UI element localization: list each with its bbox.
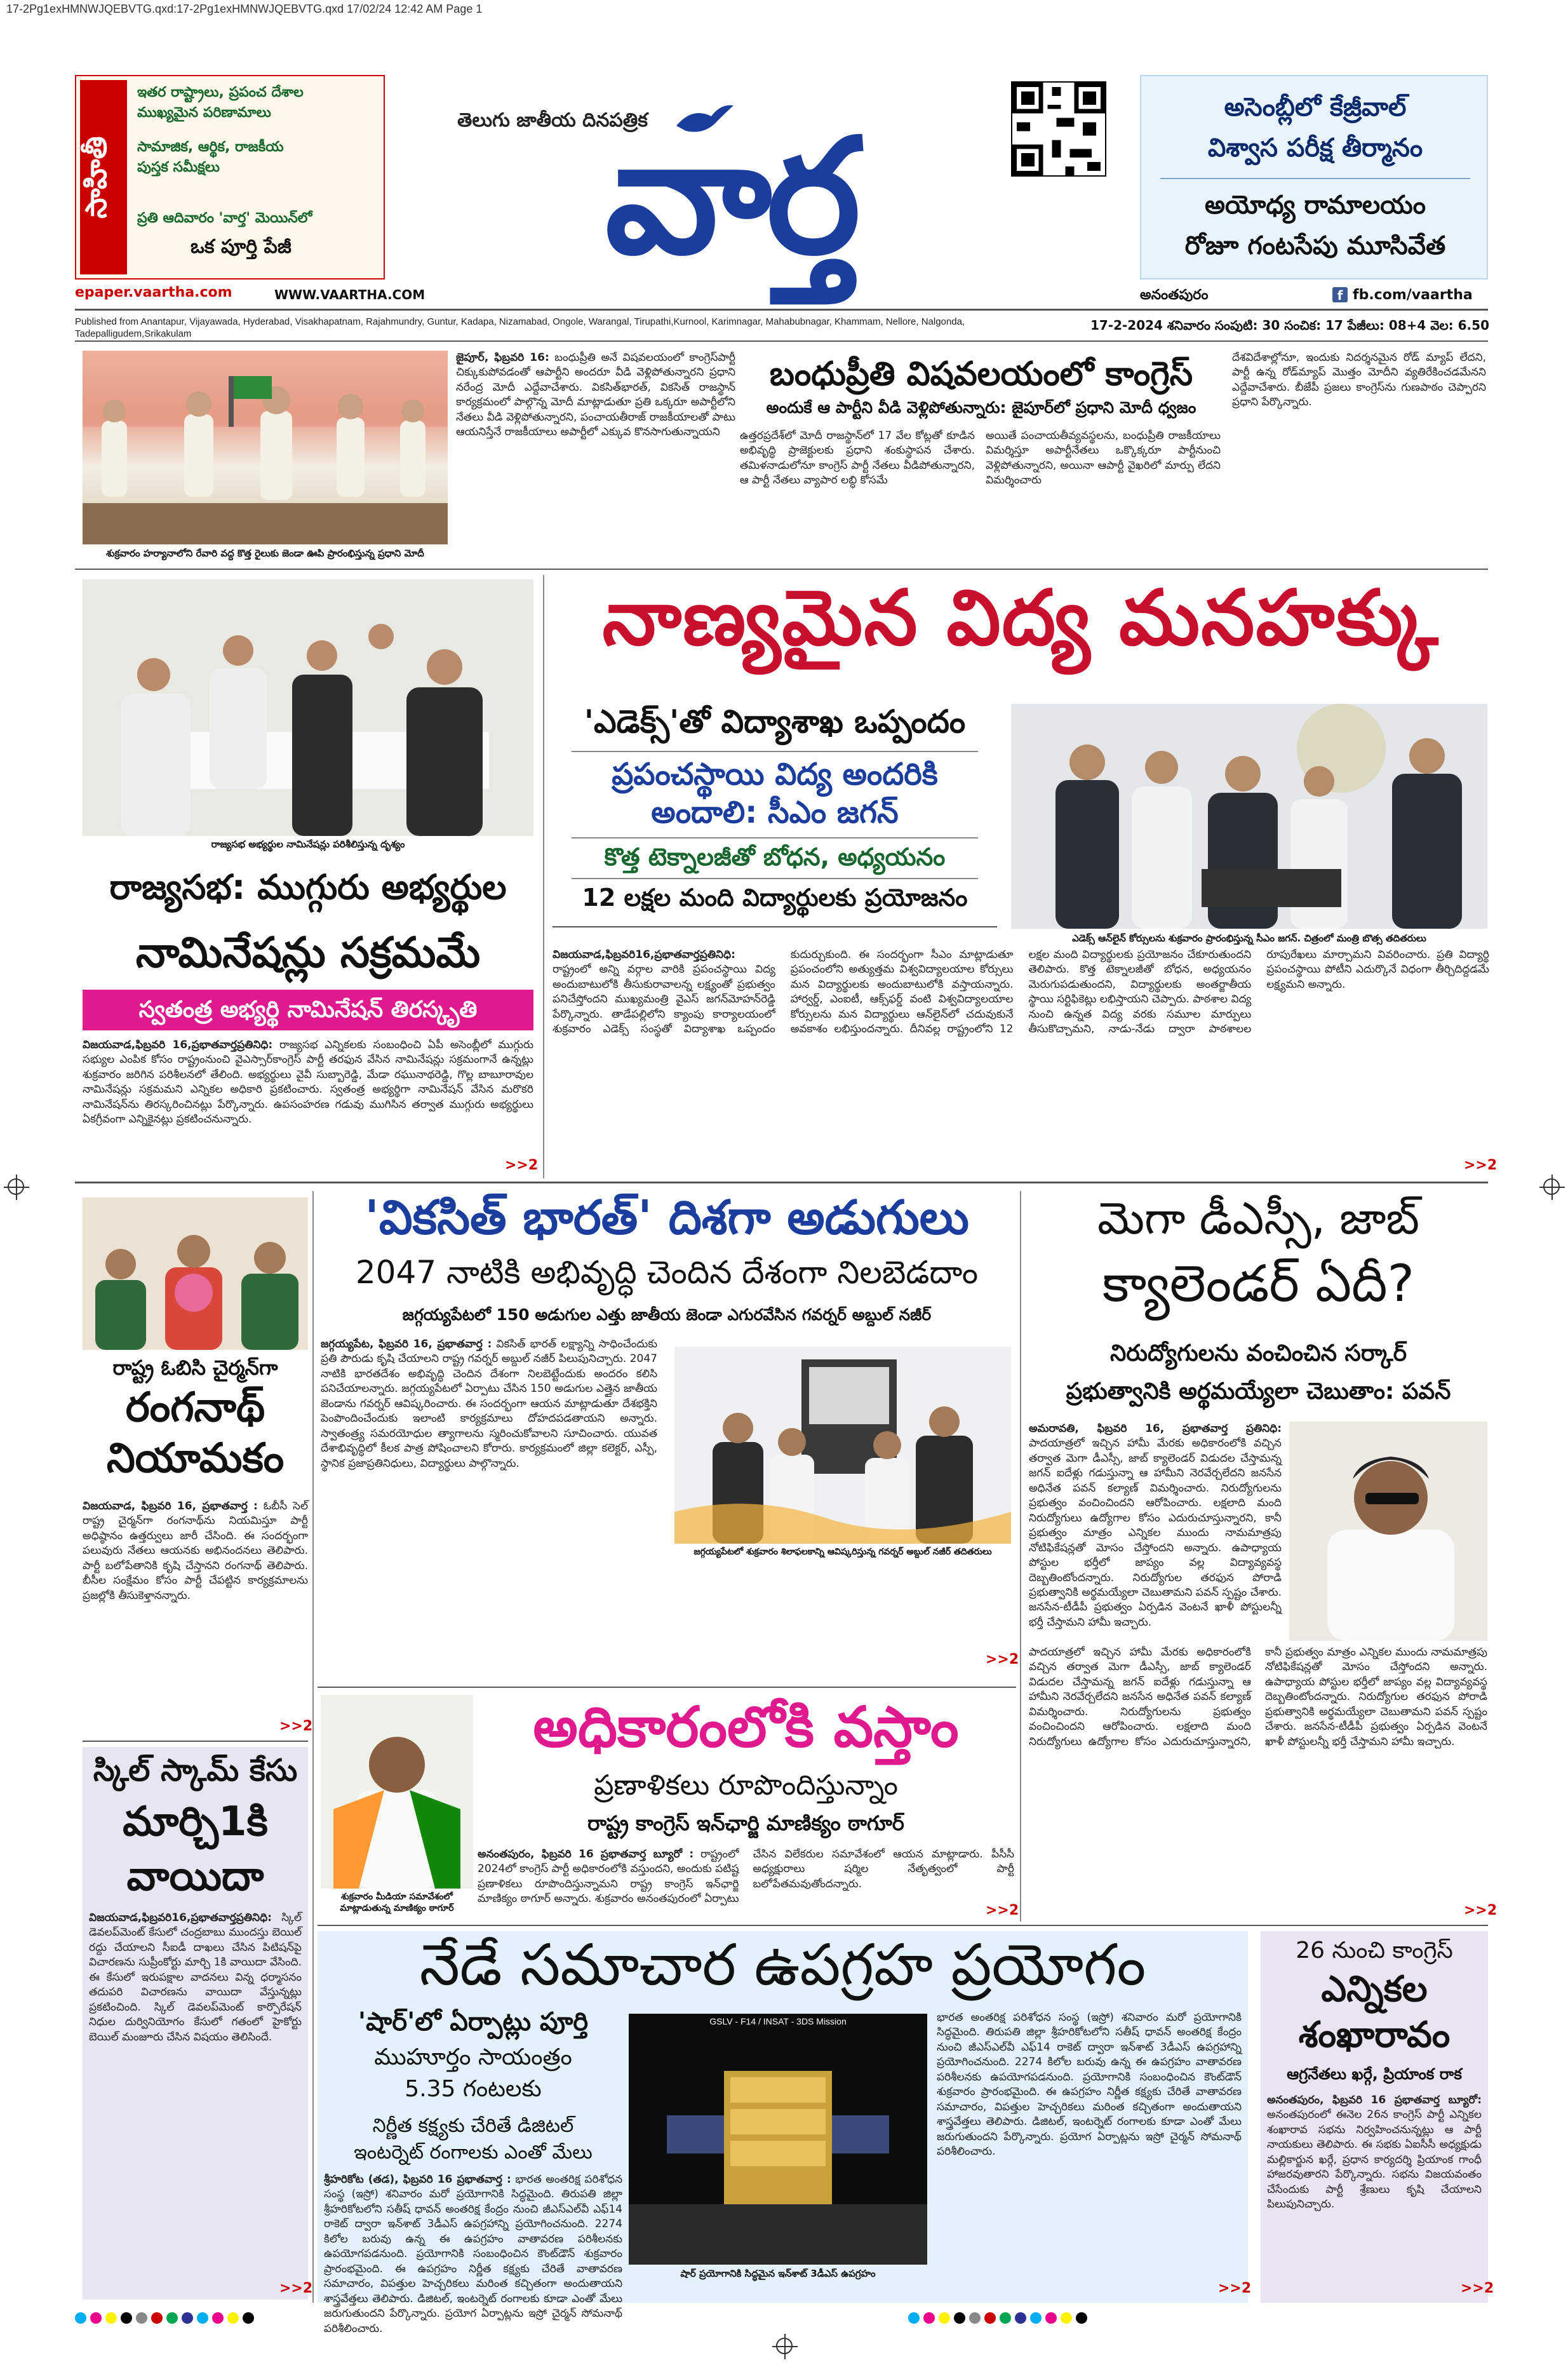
rally-continued[interactable]: >>2: [1461, 2281, 1494, 2296]
modi-col-4: దేశవిదేశాల్లోనూ, ఇందుకు నిదర్శనమైన రోడ్ మ్యాప్ లేదని, పార్టీ ఉన్న రోడ్‌మ్యాప్ మొత్తం మోదీని వ్యతిరేకించడమేనని ఎద్దేవాచేశారు. బీజేపీ ప్రజలు కాంగ్రెస్‌ను గుణపాఠం చెప్పారని ప్రధాని పేర్కొన్నారు.: [1232, 351, 1486, 409]
edition-date: 17-2-2024 శనివారం సంపుటి: 30 సంచిక: 17 పేజీలు: 08+4 వెల: 6.50: [1090, 318, 1489, 333]
color-bar-left: [75, 2312, 647, 2328]
rajyasabha-photo: [83, 579, 533, 836]
lead-dateline: విజయవాడ,ఫిబ్రవరి16,ప్రభాతవార్తప్రతినిధి:: [553, 948, 735, 961]
rally-body: [1267, 2093, 1482, 2296]
dsc-sub-2: ప్రభుత్వానికి అర్థమయ్యేలా చెబుతాం: పవన్: [1066, 1378, 1451, 1405]
power-body-text: రాష్ట్రంలో 2024లో కాంగ్రెస్ పార్టీ అధికారంలోకి వస్తుందని, అందుకు పటిష్ట ప్రణాళికలు రూపొందిస్తున్నామని రాష్ట్ర కాంగ్రెస్ ఇన్‌ఛార్జి మాణిక్యం ఠాగూర్ అన్నారు. శుక్రవారం అనంతపురంలో ఏర్పాటు చేసిన విలేకరుల సమావేశంలో ఆయన మాట్లాడారు. పీసీసీ అధ్యక్షురాలు షర్మిల నేతృత్వంలో పార్టీ బలోపేతమవుతోందన్నారు.: [478, 1848, 1014, 1906]
lead-sub-3: కొత్త టెక్నాలజీతో బోధన, అధ్యయనం: [604, 843, 946, 871]
rajyasabha-headline-2[interactable]: నామినేషన్లు సక్రమమే: [135, 928, 481, 977]
viksit-body-text: వికసిత్ భారత్ లక్ష్యాన్ని సాధించేందుకు ప్రతి పౌరుడు కృషి చేయాలని రాష్ట్ర గవర్నర్ అబ్దుల్ నజీర్ పిలుపునిచ్చారు. 2047 నాటికి భారతదేశం అభివృద్ధి చెందిన దేశంగా నిలబెట్టేందుకు అందరం కలిసి పనిచేయాలన్నారు. జగ్గయ్యపేటలో ఏర్పాటు చేసిన 150 అడుగుల ఎత్తైన జాతీయ జెండాను గవర్నర్ ఆవిష్కరించారు. ఈ సందర్భంగా ఆయన మాట్లాడుతూ దేశభక్తిని పెంపొందించేందుకు ఇలాంటి కార్యక్రమాలు దోహదపడతాయని అన్నారు. స్వాతంత్ర్య సమరయోధుల త్యాగాలను స్మరించుకోవాలని సూచించారు. యువత దేశాభివృద్ధిలో కీలక పాత్ర పోషించాలని కోరారు. కార్యక్రమంలో జిల్లా కలెక్టర్, ఎస్పీ, స్థానిక ప్రజాప్రతినిధులు, విద్యార్థులు పాల్గొన్నారు.: [321, 1338, 658, 1470]
skill-headline-1[interactable]: స్కిల్ స్కామ్ కేసు: [93, 1753, 298, 1788]
isro-continued[interactable]: >>2: [1218, 2281, 1252, 2296]
dsc-body-b: పాదయాత్రలో ఇచ్చిన హామీ మేరకు అధికారంలోకి వచ్చిన తర్వాత మెగా డీఎస్సీ, జాబ్ క్యాలెండర్ విడుదల చేస్తామన్న జగన్ ఐదేళ్లు గడుస్తున్నా ఆ హామీని నెరవేర్చలేదని జనసేన అధినేత పవన్ కల్యాణ్ విమర్శించారు. నిరుద్యోగులను ప్రభుత్వం వంచించిందని ఆరోపించారు. లక్షలాది మంది నిరుద్యోగులు ఉద్యోగాల కోసం ఎదురుచూస్తున్నారని, కానీ ప్రభుత్వం మాత్రం ఎన్నికల ముందు నామమాత్రపు నోటిఫికేషన్లతో మోసం చేస్తోందని అన్నారు. ఉపాధ్యాయ పోస్టుల భర్తీలో జాప్యం వల్ల విద్యావ్యవస్థ దెబ్బతింటోందన్నారు. నిరుద్యోగుల తరఫున పోరాడి ప్రభుత్వానికి అర్థమయ్యేలా చెబుతామని పవన్ స్పష్టం చేశారు. జనసేన-టీడీపీ ప్రభుత్వం ఏర్పడిన వెంటనే ఖాళీ పోస్టులన్నీ భర్తీ చేస్తామని హామీ ఇచ్చారు.: [1029, 1646, 1487, 1748]
obc-continued[interactable]: >>2: [279, 1718, 313, 1734]
modi-col-1-text: బంధుప్రీతి అనే విషవలయంలో కాంగ్రెస్‌పార్టీ చిక్కుకుపోవడంతో ఆపార్టీని అందరూ వీడి వెళ్లిపోతున్నారని ప్రధాని నరేంద్ర మోదీ ఎద్దేవాచేశారు. వికసిత్‌భారత్, వికసిత్ రాజస్థాన్ కార్యక్రమంలో పాల్గొన్న మోదీ మాట్లాడుతూ ప్రతి ఒక్కరూ అపార్టీలోని నేతలు వీడి వెళ్లిపోతున్నారని, పంచాయతీరాజ్ రాజకీయాలతో పాటు ఆయనిస్తేనే రాజకీయాలు అపార్టీలో ఎక్కువ కొనసాగుతున్నాయని: [456, 351, 735, 439]
isro-sub-3: 5.35 గంటలకు: [405, 2076, 542, 2102]
info-rule: [75, 340, 1488, 342]
lead-sub-rule-3: [572, 878, 978, 879]
modi-photo: [83, 351, 448, 544]
color-bar-right: [908, 2312, 1480, 2328]
facebook-icon[interactable]: f: [1332, 287, 1348, 302]
teaser-line-2[interactable]: విశ్వాస పరీక్ష తీర్మానం: [1207, 133, 1423, 163]
dsc-continued[interactable]: >>2: [1464, 1903, 1498, 1918]
rally-body-text: అనంతపురంలో ఈనెల 26న కాంగ్రెస్ పార్టీ ఎన్నికల శంఖారావ సభను నిర్వహించనున్నట్లు ఆ పార్టీ నాయకులు తెలిపారు. ఈ సభకు ఏఐసీసీ అధ్యక్షుడు మల్లికార్జున ఖర్గే, ప్రధాన కార్యదర్శి ప్రియాంక గాంధీ హాజరవుతారని పేర్కొన్నారు. సభను విజయవంతం చేసేందుకు పార్టీ శ్రేణులు కృషి చేయాలని పిలుపునిచ్చారు.: [1267, 2108, 1482, 2211]
rally-subhead: ఆగ్రనేతలు ఖర్గే, ప్రియాంక రాక: [1287, 2065, 1462, 2083]
rajyasabha-banner: స్వతంత్ర అభ్యర్థి నామినేషన్ తిరస్కృతి: [83, 990, 533, 1030]
isro-dateline: శ్రీహరికోట (తడ), ఫిబ్రవరి 16 ప్రభాతవార్త :: [324, 2173, 511, 2186]
rajyasabha-body-text: రాజ్యసభ ఎన్నికలకు సంబంధించి ఏపీ అసెంబ్లీలో ముగ్గురు సభ్యుల ఎంపిక కోసం రాష్ట్రంనుంచి వైఎస్సార్‌కాంగ్రెస్ పార్టీ తరఫున వేసిన నామినేషన్లు సక్రమంగానే ఉన్నట్లు శుక్రవారం జరిగిన పరిశీలనలో తేలింది. అభ్యర్థులు వైవీ సుబ్బారెడ్డి, మేడా రఘునాథరెడ్డి, గొల్ల బాబూరావుల నామినేషన్లు సక్రమమని ఎన్నికల అధికారి ప్రకటించారు. స్వతంత్ర అభ్యర్థిగా నామినేషన్ వేసిన మరొకరి నామినేషన్‌ను తిరస్కరించినట్లు పేర్కొన్నారు. ఉపసంహరణ గడువు ముగిసిన తర్వాత ముగ్గురు అభ్యర్థులు ఏకగ్రీవంగా ఎన్నికైనట్లు ప్రకటించనున్నారు.: [83, 1039, 533, 1126]
viksit-body: [321, 1337, 657, 1683]
masthead-rule: [75, 309, 1488, 311]
lead-continued[interactable]: >>2: [1464, 1157, 1498, 1173]
modi-col-1: [456, 351, 735, 560]
epaper-url[interactable]: epaper.vaartha.com: [75, 285, 232, 300]
viksit-continued[interactable]: >>2: [986, 1652, 1019, 1668]
masthead-tagline: తెలుగు జాతీయ దినపత్రిక: [457, 109, 648, 131]
promo-line-6: ఒక పూర్తి పేజీ: [191, 236, 291, 258]
lead-headline[interactable]: నాణ్యమైన విద్య మనహక్కు: [602, 574, 1440, 663]
website-url[interactable]: WWW.VAARTHA.COM: [274, 287, 426, 302]
isro-photo: [629, 2014, 927, 2265]
isro-sub-1: 'షార్'లో ఏర్పాట్లు పూర్తి: [358, 2007, 589, 2037]
viksit-headline[interactable]: 'వికసిత్ భారత్' దిశగా అడుగులు: [365, 1190, 969, 1245]
rajyasabha-photo-caption: రాజ్యసభ అభ్యర్థుల నామినేషన్లు పరిశీలిస్తున్న దృశ్యం: [211, 839, 405, 850]
modi-dateline: జైపూర్, ఫిబ్రవరి 16:: [456, 351, 549, 364]
isro-headline[interactable]: నేడే సమాచార ఉపగ్రహ ప్రయోగం: [419, 1932, 1146, 1998]
city-name: అనంతపురం: [1140, 287, 1209, 303]
registration-mark-left: [8, 1178, 24, 1195]
lead-sub-1: 'ఎడెక్స్'తో విద్యాశాఖ ఒప్పందం: [584, 703, 966, 740]
viksit-rule: [318, 1687, 1016, 1688]
divider-v2: [312, 1191, 314, 2303]
obc-rule: [83, 1741, 308, 1742]
pawan-photo: [1289, 1422, 1487, 1641]
skill-headline-3[interactable]: వాయిదా: [126, 1853, 264, 1900]
facebook-url[interactable]: fb.com/vaartha: [1353, 287, 1473, 303]
promo-line-5: ప్రతి ఆదివారం 'వార్త' మెయిన్‌లో: [137, 210, 312, 226]
rajyasabha-continued[interactable]: >>2: [505, 1157, 539, 1173]
obc-headline-2[interactable]: రంగనాథ్: [125, 1384, 265, 1431]
promo-line-2: ముఖ్యమైన పరిణామాలు: [137, 105, 271, 121]
dsc-headline-2[interactable]: క్యాలెండర్ ఏదీ?: [1102, 1254, 1415, 1313]
power-body: [478, 1847, 1014, 1917]
obc-body-text: ఓబీసీ సెల్ రాష్ట్ర చైర్మన్‌గా రంగనాథ్‌ను నియమిస్తూ పార్టీ అధిష్ఠానం ఉత్తర్వులు జారీ చేసింది. ఈ సందర్భంగా పలువురు నేతలు ఆయనకు అభినందనలు తెలిపారు. పార్టీ బలోపేతానికి కృషి చేస్తానని రంగనాథ్ తెలిపారు. బీసీల సంక్షేమం కోసం పార్టీ చేపట్టిన కార్యక్రమాలను ప్రజల్లోకి తీసుకెళ్తానన్నారు.: [83, 1500, 309, 1602]
isro-photo-label: GSLV - F14 / INSAT - 3DS Mission: [709, 2016, 847, 2026]
qr-code[interactable]: [1011, 81, 1106, 177]
power-continued[interactable]: >>2: [986, 1903, 1019, 1918]
promo-line-3: సామాజిక, ఆర్థిక, రాజకీయ: [137, 139, 284, 155]
lead-sub-rule-2: [572, 837, 978, 839]
registration-mark-bottom: [776, 2338, 793, 2354]
lead-body-text: రాష్ట్రంలో అన్ని వర్గాల వారికి ప్రపంచస్థాయి విద్య అందుబాటులోకి తీసుకురావాలన్న లక్ష్యంతో ప్రభుత్వం పనిచేస్తోందని ముఖ్యమంత్రి వైఎస్ జగన్‌మోహన్‌రెడ్డి పేర్కొన్నారు. తాడేపల్లిలోని క్యాంపు కార్యాలయంలో శుక్రవారం ఎడెక్స్ సంస్థతో విద్యాశాఖ ఒప్పందం కుదుర్చుకుంది. ఈ సందర్భంగా సీఎం మాట్లాడుతూ ప్రపంచంలోని అత్యుత్తమ విశ్వవిద్యాలయాల కోర్సులు మన విద్యార్థులకు అందుబాటులోకి వస్తాయన్నారు. హార్వర్డ్, ఎంఐటీ, ఆక్స్‌ఫర్డ్ వంటి విశ్వవిద్యాలయాల కోర్సులను మన విద్యార్థులు ఆన్‌లైన్‌లో చదువుకునే అవకాశం లభిస్తుందన్నారు. దీనివల్ల రాష్ట్రంలోని 12 లక్షల మంది విద్యార్థులకు ప్రయోజనం చేకూరుతుందని తెలిపారు. కొత్త టెక్నాలజీతో బోధన, అధ్యయనం మెరుగుపడుతుందని, విద్యార్థులకు అంతర్జాతీయ స్థాయి సర్టిఫికెట్లు లభిస్తాయని చెప్పారు. పాఠశాల విద్య నుంచి ఉన్నత విద్య వరకు సమూల మార్పులు తీసుకొచ్చామని, నాడు-నేడు ద్వారా పాఠశాలల రూపురేఖలు మార్చామని వివరించారు. ప్రతి విద్యార్థి ప్రపంచస్థాయి పోటీని ఎదుర్కొనే విధంగా తీర్చిదిద్దడమే లక్ష్యమని అన్నారు.: [553, 948, 1489, 1036]
rally-dateline: అనంతపురం, ఫిబ్రవరి 16 ప్రభాతవార్త బ్యూరో:: [1267, 2094, 1482, 2106]
divider-v1: [543, 575, 544, 1178]
modi-headline[interactable]: బంధుప్రీతి విషవలయంలో కాంగ్రెస్: [769, 355, 1193, 393]
viksit-photo-caption: జగ్గయ్యపేటలో శుక్రవారం శిలాఫలకాన్ని ఆవిష్కరిస్తున్న గవర్నర్ అబ్దుల్ నజీర్ తదితరులు: [694, 1547, 992, 1557]
lead-sub-4: 12 లక్షల మంది విద్యార్థులకు ప్రయోజనం: [582, 884, 968, 912]
rule-1: [75, 569, 1488, 570]
isro-sub-4: నిర్ణీత కక్ష్యకు చేరితే డిజిటల్: [372, 2115, 574, 2137]
obc-dateline: విజయవాడ, ఫిబ్రవరి 16, ప్రభాతవార్త :: [83, 1500, 258, 1513]
teaser-line-1[interactable]: అసెంబ్లీలో కేజ్రీవాల్: [1224, 93, 1407, 122]
rally-headline-3[interactable]: శంఖారావం: [1298, 2014, 1451, 2056]
dsc-sub-1: నిరుద్యోగులను వంచించిన సర్కార్: [1109, 1340, 1407, 1366]
lead-sub-2a: ప్రపంచస్థాయి విద్య అందరికి: [612, 757, 938, 792]
tagore-photo: [321, 1695, 473, 1889]
skill-body: [89, 1911, 302, 2286]
lead-photo-caption: ఎడెక్స్ ఆన్‌లైన్ కోర్సులను శుక్రవారం ప్రారంభిస్తున్న సీఎం జగన్. చిత్రంలో మంత్రి బొత్స తదితరులు: [1072, 933, 1426, 944]
isro-body-text: భారత అంతరిక్ష పరిశోధన సంస్థ (ఇస్రో) శనివారం మరో ప్రయోగానికి సిద్ధమైంది. తిరుపతి జిల్లా శ్రీహరికోటలోని సతీష్ ధావన్ అంతరిక్ష కేంద్రం నుంచి జీఎస్‌ఎల్‌వీ ఎఫ్14 రాకెట్ ద్వారా ఇన్‌శాట్ 3డీఎస్ ఉపగ్రహాన్ని ప్రయోగించనుంది. 2274 కిలోల బరువు ఉన్న ఈ ఉపగ్రహం వాతావరణ పరిశీలనకు ఉపయోగపడనుంది. ప్రయోగానికి సంబంధించిన కౌంట్‌డౌన్ శుక్రవారం ప్రారంభమైంది. ఈ ఉపగ్రహం నిర్ణీత కక్ష్యకు చేరితే వాతావరణ సమాచారం, విపత్తుల హెచ్చరికలు మరింత కచ్చితంగా అందుతాయని శాస్త్రవేత్తలు తెలిపారు. డిజిటల్, ఇంటర్నెట్ రంగాలకు కూడా ఎంతో మేలు జరుగుతుందని పేర్కొన్నారు. ప్రయోగ ఏర్పాట్లను ఇస్రో చైర్మన్ సోమనాథ్ పరిశీలించారు.: [324, 2173, 623, 2335]
lead-sub-2b: అందాలి: సీఎం జగన్: [651, 795, 899, 830]
isro-sub-2: ముహూర్తం సాయంత్రం: [374, 2044, 572, 2070]
power-headline[interactable]: అధికారంలోకి వస్తాం: [533, 1694, 959, 1760]
obc-photo: [83, 1197, 308, 1350]
power-sub-2: రాష్ట్ర కాంగ్రెస్ ఇన్‌ఛార్జి మాణిక్యం ఠాగూర్: [587, 1811, 904, 1835]
rally-headline-1[interactable]: 26 నుంచి కాంగ్రెస్: [1296, 1937, 1453, 1964]
slug-line: 17-2Pg1exHMNWJQEBVTG.qxd:17-2Pg1exHMNWJQEBVTG.qxd 17/02/24 12:42 AM Page 1: [6, 3, 483, 15]
tagore-photo-caption: శుక్రవారం మీడియా సమావేశంలో మాట్లాడుతున్న మాణిక్యం ఠాగూర్: [340, 1892, 454, 1913]
modi-col-2: ఉత్తరప్రదేశ్‌లో మోదీ రాజస్థాన్‌లో 17 వేల కోట్లతో కూడిన అభివృద్ధి ప్రాజెక్టులకు ప్రధాని శంకుస్థాపన చేశారు. తమిళనాడులోనూ కాంగ్రెస్ పార్టీ నేతలు వీడిపోతున్నారని, ఆ పార్టీ నేతలు వ్యాపార లబ్ధి కోసమే: [740, 429, 975, 487]
viksit-dateline: జగ్గయ్యపేట, ఫిబ్రవరి 16, ప్రభాతవార్త :: [321, 1338, 492, 1351]
dsc-body-a: [1029, 1422, 1282, 1641]
isro-body-b: భారత అంతరిక్ష పరిశోధన సంస్థ (ఇస్రో) శనివారం మరో ప్రయోగానికి సిద్ధమైంది. తిరుపతి జిల్లా శ్రీహరికోటలోని సతీష్ ధావన్ అంతరిక్ష కేంద్రం నుంచి జీఎస్‌ఎల్‌వీ ఎఫ్14 రాకెట్ ద్వారా ఇన్‌శాట్ 3డీఎస్ ఉపగ్రహాన్ని ప్రయోగించనుంది. 2274 కిలోల బరువు ఉన్న ఈ ఉపగ్రహం వాతావరణ పరిశీలనకు ఉపయోగపడనుంది. ప్రయోగానికి సంబంధించిన కౌంట్‌డౌన్ శుక్రవారం ప్రారంభమైంది. ఈ ఉపగ్రహం నిర్ణీత కక్ష్యకు చేరితే వాతావరణ సమాచారం, విపత్తుల హెచ్చరికలు మరింత కచ్చితంగా అందుతాయని శాస్త్రవేత్తలు తెలిపారు. డిజిటల్, ఇంటర్నెట్ రంగాలకు కూడా ఎంతో మేలు జరుగుతుందని పేర్కొన్నారు. ప్రయోగ ఏర్పాట్లను ఇస్రో చైర్మన్ సోమనాథ్ పరిశీలించారు.: [937, 2011, 1242, 2159]
teaser-divider: [1160, 178, 1470, 179]
skill-body-text: స్కిల్ డెవలప్‌మెంట్ కేసులో చంద్రబాబు ముందస్తు బెయిల్ రద్దు చేయాలని సీఐడీ దాఖలు చేసిన పిటిషన్‌పై విచారణను సుప్రీంకోర్టు మార్చి 1కి వాయిదా వేసింది. ఈ కేసులో ఇరుపక్షాల వాదనలు విన్న ధర్మాసనం తదుపరి విచారణను వాయిదా వేస్తున్నట్లు ప్రకటించింది. స్కిల్ డెవలప్‌మెంట్ కార్పొరేషన్ నిధుల దుర్వినియోగం కేసులో గతంలో హైకోర్టు బెయిల్ మంజూరు చేసిన విషయం తెలిసిందే.: [89, 1911, 302, 2044]
skill-dateline: విజయవాడ,ఫిబ్రవరి16,ప్రభాతవార్తప్రతినిధి:: [89, 1911, 272, 1924]
promo-line-1: ఇతర రాష్ట్రాలు, ప్రపంచ దేశాల: [137, 84, 304, 100]
viksit-kicker: జగ్గయ్యపేటలో 150 అడుగుల ఎత్తు జాతీయ జెండా ఎగురవేసిన గవర్నర్ అబ్దుల్ నజీర్: [402, 1305, 932, 1324]
teaser-line-4[interactable]: రోజూ గంటసేపు మూసివేత: [1184, 231, 1446, 260]
masthead-logo: వార్త: [605, 104, 856, 289]
rajyasabha-body: [83, 1038, 533, 1171]
isro-sub-5: ఇంటర్నెట్ రంగాలకు ఎంతో మేలు: [354, 2141, 593, 2164]
teaser-line-3[interactable]: అయోధ్య రామాలయం: [1205, 191, 1426, 220]
viksit-photo: [674, 1347, 1011, 1544]
isro-photo-caption: షార్ ప్రయోగానికి సిద్ధమైన ఇన్‌శాట్ 3డీఎస్ ఉపగ్రహం: [680, 2268, 876, 2279]
viksit-subhead: 2047 నాటికి అభివృద్ధి చెందిన దేశంగా నిలబెడదాం: [355, 1254, 979, 1291]
modi-photo-caption: శుక్రవారం హర్యానాలోని రేవారి వద్ద కొత్త రైలుకు జెండా ఊపి ప్రారంభిస్తున్న ప్రధాని మోదీ: [106, 548, 424, 559]
published-from: Published from Anantapur, Vijayawada, Hyderabad, Visakhapatnam, Rajahmundry, Guntur, Kadapa, Nizamabad, Ongole, Warangal, Tirupathi,Kurnool, Karimnagar, Mahabubnagar, Khammam, Nellore, Nalgonda, Tadepalligudem,Srikakulam: [75, 316, 965, 339]
promo-vertical-title: సాహితీ: [80, 80, 127, 274]
rule-2: [75, 1182, 1488, 1183]
lead-sub-rule-1: [572, 751, 978, 752]
divider-v3: [1020, 1191, 1021, 1922]
lead-body: [553, 948, 1489, 1167]
rajyasabha-dateline: విజయవాడ,ఫిబ్రవరి 16,ప్రభాతవార్తప్రతినిధి:: [83, 1039, 273, 1051]
lead-rule: [553, 926, 997, 927]
rajyasabha-headline-1[interactable]: రాజ్యసభ: ముగ్గురు అభ్యర్థుల: [109, 867, 507, 907]
obc-headline-1[interactable]: రాష్ట్ర ఓబిసి చైర్మన్‌గా: [112, 1356, 278, 1380]
lead-photo: [1011, 704, 1487, 929]
power-dateline: అనంతపురం, ఫిబ్రవరి 16 ప్రభాతవార్త బ్యూరో :: [478, 1848, 694, 1861]
teaser-box: [1140, 75, 1488, 280]
dsc-dateline: అమరావతి, ఫిబ్రవరి 16, ప్రభాతవార్త ప్రతినిధి:: [1029, 1422, 1282, 1435]
obc-body: [83, 1499, 308, 1731]
dsc-headline-1[interactable]: మెగా డీఎస్సీ, జాబ్: [1097, 1192, 1420, 1244]
registration-mark-right: [1543, 1178, 1560, 1195]
modi-subhead: అందుకే ఆ పార్టీని వీడి వెళ్లిపోతున్నారు: జైపూర్‌లో ప్రధాని మోదీ ధ్వజం: [766, 398, 1196, 417]
obc-headline-3[interactable]: నియామకం: [106, 1435, 285, 1482]
skill-continued[interactable]: >>2: [279, 2281, 313, 2296]
rule-3: [318, 1925, 1488, 1926]
dsc-body-text: పాదయాత్రలో ఇచ్చిన హామీ మేరకు అధికారంలోకి వచ్చిన తర్వాత మెగా డీఎస్సీ, జాబ్ క్యాలెండర్ విడుదల చేస్తామన్న జగన్ ఐదేళ్లు గడుస్తున్నా ఆ హామీని నెరవేర్చలేదని జనసేన అధినేత పవన్ కల్యాణ్ విమర్శించారు. నిరుద్యోగులను ప్రభుత్వం వంచించిందని ఆరోపించారు. లక్షలాది మంది నిరుద్యోగులు ఉద్యోగాల కోసం ఎదురుచూస్తున్నారని, కానీ ప్రభుత్వం మాత్రం ఎన్నికల ముందు నామమాత్రపు నోటిఫికేషన్లతో మోసం చేస్తోందని అన్నారు. ఉపాధ్యాయ పోస్టుల భర్తీలో జాప్యం వల్ల విద్యావ్యవస్థ దెబ్బతింటోందన్నారు. నిరుద్యోగుల తరఫున పోరాడి ప్రభుత్వానికి అర్థమయ్యేలా చెబుతామని పవన్ స్పష్టం చేశారు. జనసేన-టీడీపీ ప్రభుత్వం ఏర్పడిన వెంటనే ఖాళీ పోస్టులన్నీ భర్తీ చేస్తామని హామీ ఇచ్చారు.: [1029, 1437, 1282, 1629]
promo-line-4: పుస్తక సమీక్షలు: [137, 159, 220, 175]
isro-body-a: [324, 2173, 623, 2335]
promo-box: [75, 75, 385, 280]
modi-col-3: అయితే పంచాయతీవ్యవస్థలను, బంధుప్రీతి రాజకీయాలు విమర్శిస్తూ అపార్టీనేతలు ఒక్కొక్కరూ పార్టీనుంచి వెళ్లిపోతున్నారని, అయినా ఆపార్టీ వైఖరిలో మార్పు లేదని విమర్శించారు: [986, 429, 1221, 487]
skill-headline-2[interactable]: మార్చి1కి: [123, 1798, 268, 1845]
power-sub-1: ప్రణాళికలు రూపొందిస్తున్నాం: [594, 1769, 898, 1802]
rally-headline-2[interactable]: ఎన్నికల: [1321, 1969, 1428, 2010]
